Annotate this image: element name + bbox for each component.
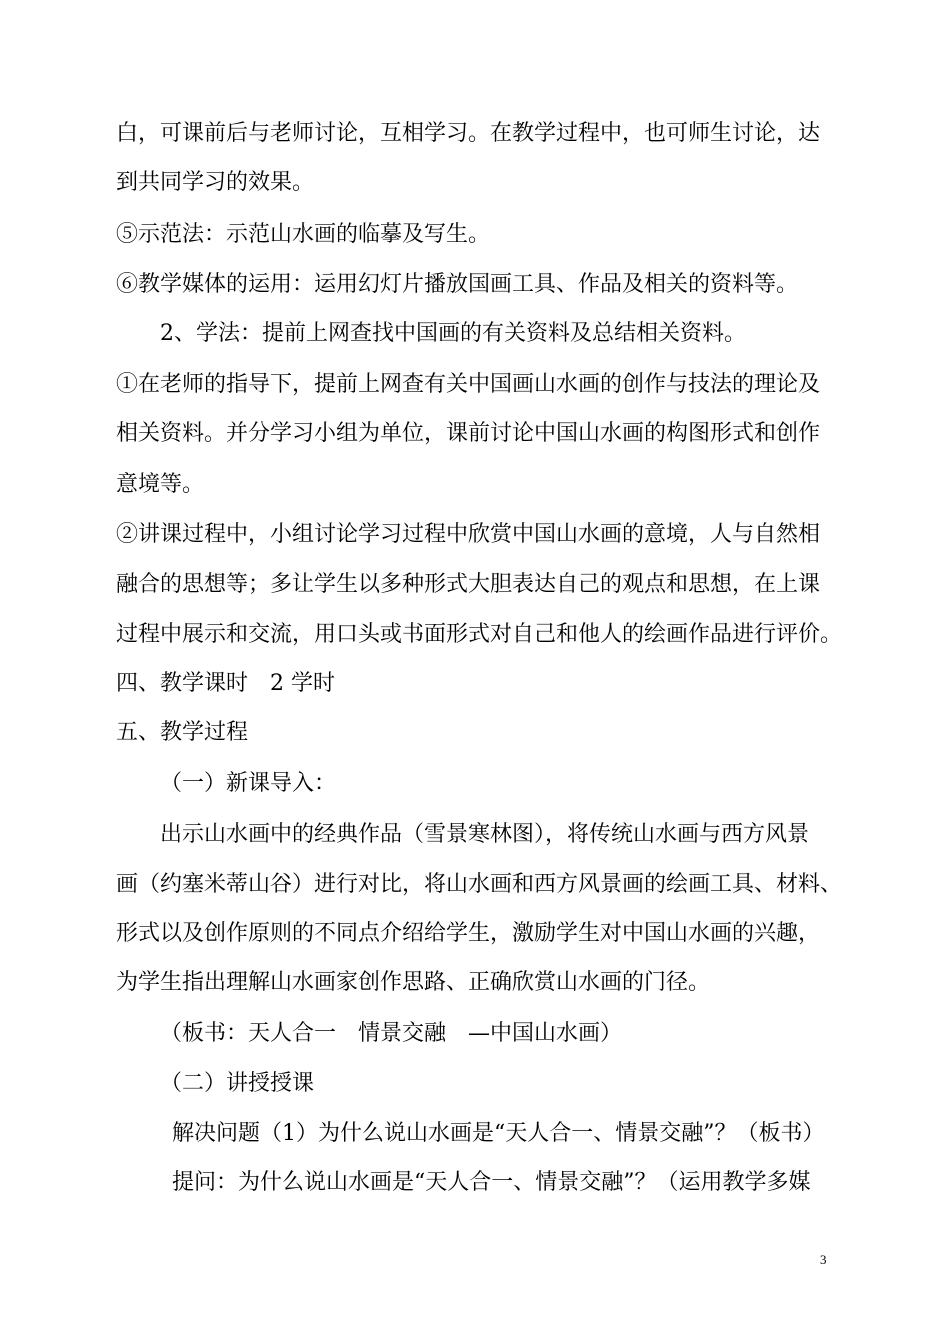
text-line-9: ②讲课过程中，小组讨论学习过程中欣赏中国山水画的意境，人与自然相	[116, 522, 821, 547]
text-line-10: 融合的思想等；多让学生以多种形式大胆表达自己的观点和思想，在上课	[116, 572, 821, 597]
text-line-16: 画（约塞米蒂山谷）进行对比，将山水画和西方风景画的绘画工具、材料、	[116, 872, 843, 897]
text-line-8: 意境等。	[116, 472, 205, 497]
text-line-2: 到共同学习的效果。	[116, 170, 315, 195]
text-line-20: （二）讲授授课	[160, 1071, 315, 1096]
text-line-14: （一）新课导入：	[160, 771, 337, 796]
text-line-22: 提问：为什么说山水画是“天人合一、情景交融”？（运用教学多媒	[172, 1170, 811, 1195]
text-line-15: 出示山水画中的经典作品（雪景寒林图），将传统山水画与西方风景	[160, 822, 810, 847]
text-line-11: 过程中展示和交流，用口头或书面形式对自己和他人的绘画作品进行评价。	[116, 622, 843, 647]
text-line-13: 五、教学过程	[116, 720, 249, 745]
text-line-5: 2、学法：提前上网查找中国画的有关资料及总结相关资料。	[160, 321, 746, 346]
text-line-12: 四、教学课时 2 学时	[116, 671, 335, 696]
text-line-4: ⑥教学媒体的运用：运用幻灯片播放国画工具、作品及相关的资料等。	[116, 272, 799, 297]
text-line-17: 形式以及创作原则的不同点介绍给学生，激励学生对中国山水画的兴趣，	[116, 921, 821, 946]
text-line-1: 白，可课前后与老师讨论，互相学习。在教学过程中，也可师生讨论，达	[116, 121, 821, 146]
text-line-3: ⑤示范法：示范山水画的临摹及写生。	[116, 222, 491, 247]
text-line-21: 解决问题（1）为什么说山水画是“天人合一、情景交融”？（板书）	[172, 1121, 825, 1146]
text-line-18: 为学生指出理解山水画家创作思路、正确欣赏山水画的门径。	[116, 970, 711, 995]
text-line-6: ①在老师的指导下，提前上网查有关中国画山水画的创作与技法的理论及	[116, 372, 821, 397]
text-line-7: 相关资料。并分学习小组为单位，课前讨论中国山水画的构图形式和创作	[116, 421, 821, 446]
page-number: 3	[820, 1252, 827, 1267]
text-line-19: （板书：天人合一 情景交融 —中国山水画）	[160, 1021, 623, 1046]
